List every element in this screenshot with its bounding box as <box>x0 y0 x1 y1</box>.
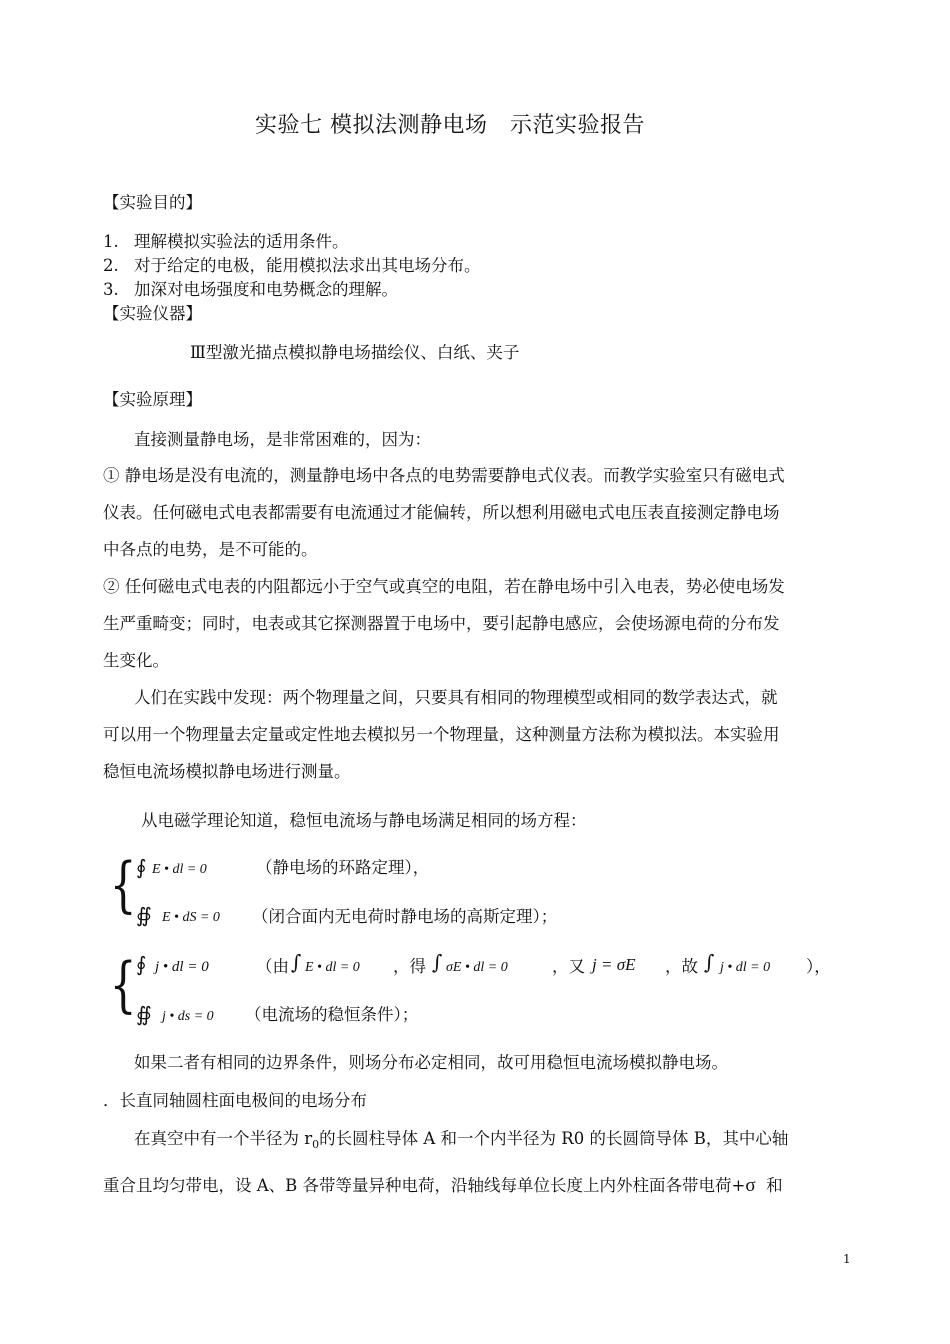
paragraph-2-line-3: 中各点的电势，是不可能的。 <box>103 540 318 559</box>
integral-symbol: ∫ <box>432 950 443 974</box>
integral-symbol: ∫ <box>291 950 302 974</box>
purpose-item-num-3: 3. <box>103 280 119 299</box>
equation-4-note: （电流场的稳恒条件）； <box>245 1005 419 1024</box>
purpose-item-1: 理解模拟实验法的适用条件。 <box>134 232 349 251</box>
equation-3-note-e: ，又 <box>552 957 585 976</box>
paragraph-8-a: 重合且均匀带电，设 A、B 各带等量异种电荷，沿轴线每单位长度上内外柱面各带电荷+ <box>103 1176 746 1195</box>
purpose-item-3: 加深对电场强度和电势概念的理解。 <box>134 280 398 299</box>
contour-integral-symbol: ∮ <box>136 952 147 976</box>
surface-integral-symbol: ∯ <box>136 903 152 927</box>
paragraph-1: 直接测量静电场，是非常困难的，因为： <box>134 430 431 449</box>
integral-symbol: ∫ <box>704 950 715 974</box>
equation-3-note-i: ）， <box>806 957 831 976</box>
equation-3-note-a: （由 <box>256 957 289 976</box>
paragraph-2-line-1: ① 静电场是没有电流的，测量静电场中各点的电势需要静电式仪表。而教学实验室只有磁电式 <box>103 466 785 485</box>
paragraph-3-line-2: 生严重畸变；同时，电表或其它探测器置于电场中，要引起静电感应，会使场源电荷的分布发 <box>103 614 780 633</box>
purpose-item-num-2: 2. <box>103 256 119 275</box>
paragraph-4-line-1: 人们在实践中发现：两个物理量之间，只要具有相同的物理模型或相同的数学表达式，就 <box>134 688 778 707</box>
paragraph-8-b: 和 <box>766 1176 783 1195</box>
equation-3-note-c: ，得 <box>393 957 426 976</box>
equation-3-note-g: ，故 <box>665 957 698 976</box>
paragraph-7-subscript: 0 <box>312 1138 320 1151</box>
contour-integral-symbol: ∮ <box>136 855 147 879</box>
equation-2: E • dS = 0 <box>162 910 220 925</box>
purpose-item-num-1: 1. <box>103 232 119 251</box>
paragraph-7-b: 的长圆柱导体 A 和一个内半径为 R0 的长圆筒导体 B，其中心轴 <box>319 1129 789 1148</box>
paragraph-5: 从电磁学理论知道，稳恒电流场与静电场满足相同的场方程： <box>141 811 587 830</box>
purpose-heading: 【实验目的】 <box>103 193 202 212</box>
surface-integral-symbol: ∯ <box>136 1002 152 1026</box>
paragraph-6: 如果二者有相同的边界条件，则场分布必定相同，故可用稳恒电流场模拟静电场。 <box>134 1053 728 1072</box>
paragraph-4-line-3: 稳恒电流场模拟静电场进行测量。 <box>103 762 351 781</box>
principle-heading: 【实验原理】 <box>103 390 202 409</box>
paragraph-3-line-3: 生变化。 <box>103 651 169 670</box>
paragraph-7 <box>134 1129 788 1155</box>
instrument-text: Ⅲ型激光描点模拟静电场描绘仪、白纸、夹子 <box>190 343 520 362</box>
paragraph-4-line-2: 可以用一个物理量去定量或定性地去模拟另一个物理量，这种测量方法称为模拟法。本实验用 <box>103 725 780 744</box>
paragraph-3-line-1: ② 任何磁电式电表的内阻都远小于空气或真空的电阻，若在静电场中引入电表，势必使电场发 <box>103 577 785 596</box>
equation-1: E • dl = 0 <box>152 862 207 877</box>
purpose-item-2: 对于给定的电极，能用模拟法求出其电场分布。 <box>134 256 481 275</box>
page-number: 1 <box>843 1252 851 1266</box>
paragraph-8 <box>103 1176 783 1196</box>
page-title: 实验七 模拟法测静电场 示范实验报告 <box>255 113 645 138</box>
instrument-heading: 【实验仪器】 <box>103 304 202 323</box>
equation-3: j • dl = 0 <box>155 959 209 975</box>
sub-heading: ．长直同轴圆柱面电极间的电场分布 <box>103 1091 367 1110</box>
paragraph-7-a: 在真空中有一个半径为 r <box>134 1129 313 1148</box>
equation-brace-1: { <box>109 850 137 920</box>
paragraph-8-sigma: σ <box>745 1175 756 1196</box>
equation-3-note-f: j = σE <box>592 955 636 974</box>
equation-brace-2: { <box>109 950 137 1020</box>
equation-2-note: （闭合面内无电荷时静电场的高斯定理）； <box>252 907 558 926</box>
equation-3-note-h: j • dl = 0 <box>720 960 771 975</box>
equation-3-note-b: E • dl = 0 <box>305 960 360 975</box>
paragraph-2-line-2: 仪表。任何磁电式电表都需要有电流通过才能偏转，所以想利用磁电式电压表直接测定静电场 <box>103 503 780 522</box>
equation-4: j • ds = 0 <box>162 1009 214 1024</box>
equation-3-note-d: σE • dl = 0 <box>446 960 508 975</box>
equation-1-note: （静电场的环路定理）， <box>256 858 430 877</box>
